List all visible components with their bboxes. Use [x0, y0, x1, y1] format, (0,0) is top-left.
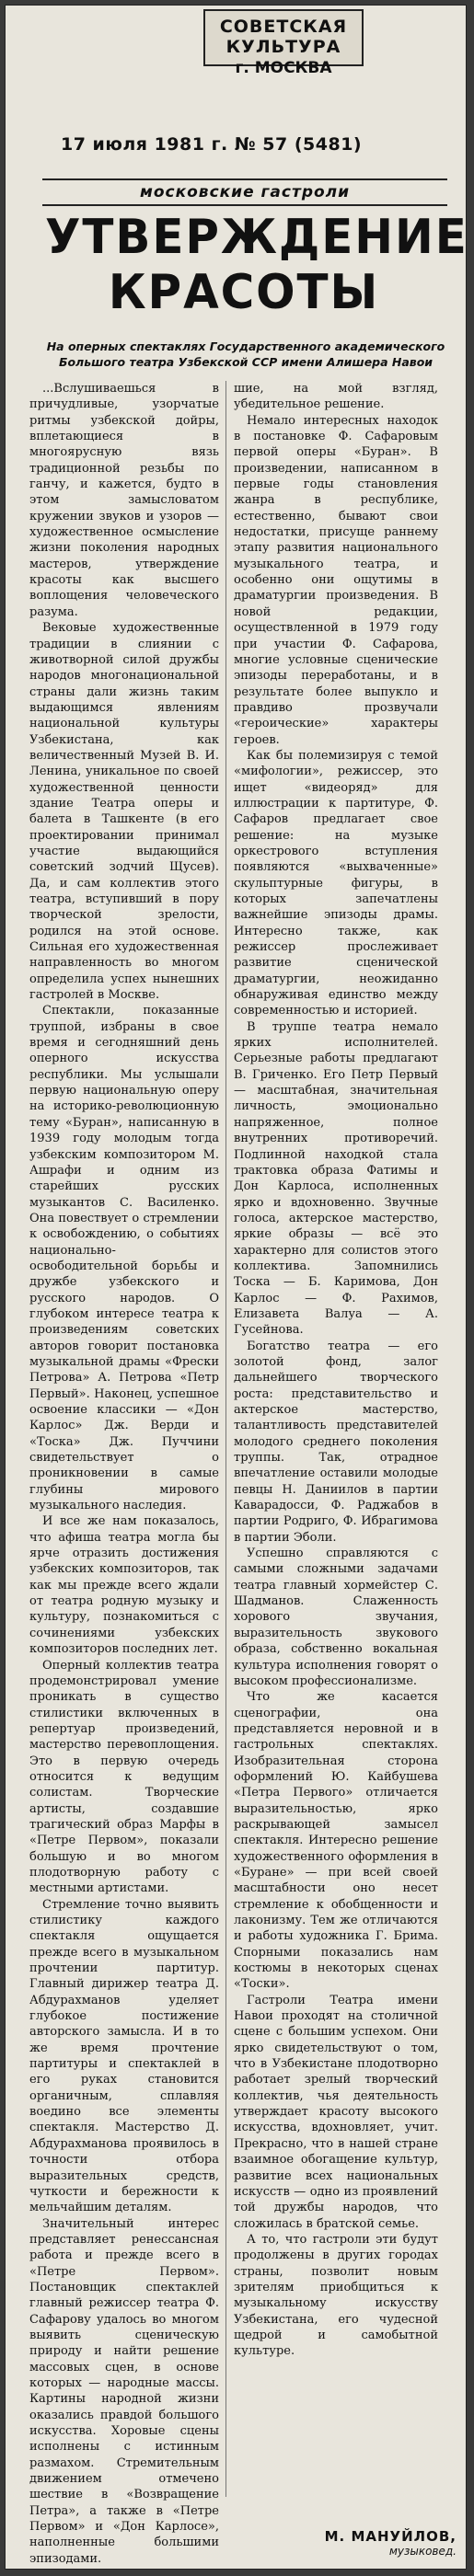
- right-text-column: [234, 381, 438, 2360]
- section-rubric: московские гастроли: [139, 183, 351, 201]
- article-subheadline: На оперных спектаклях Государственного академического Большого театра Узбекской ССР имени Алишера Навои: [46, 339, 445, 369]
- newspaper-clipping: [6, 6, 466, 2569]
- headline-line-2: КРАСОТЫ: [108, 265, 380, 320]
- right-paragraph: В труппе театра немало ярких исполнителей. Серьезные работы предлагают В. Гриченко. Его Петр Первый — масштабная, значительная личность, эмоционально напряженное, полное внутренних противоречий. Подлинной находкой стала трактовка образа Фатимы и Дон Карлоса, исполненных ярко и вдохновенно. Звучные голоса, актерское мастерство, яркие образы — всё это характерно для солистов этого коллектива. Запомнились Тоска — Б. Каримова, Дон Карлос — Ф. Рахимов, Елизавета Валуа — А. Гусейнова.: [234, 1019, 438, 1338]
- right-paragraph: Гастроли Театра имени Навои проходят на столичной сцене с большим успехом. Они ярко свидетельствуют о том, что в Узбекистане плодотворно работает зрелый творческий коллектив, чья деятельность утверждает красоту высокого искусства, вдохновляет, учит. Прекрасно, что в нашей стране взаимное обогащение культур, развитие всех национальных искусств — одно из проявлений той дружбы народов, что сложилась в братской семье.: [234, 1993, 438, 2231]
- stamp-publication-name: СОВЕТСКАЯ КУЛЬТУРА: [219, 17, 348, 57]
- article-headline: [45, 210, 468, 320]
- author-signature: [318, 2528, 457, 2558]
- left-paragraph: Вековые художественные традиции в слиянии с животворной силой дружбы народов многонациональной страны дали жизнь таким выдающимся явлениям национальной культуры Узбекистана, как величественный Музей В. И. Ленина, уникальное по своей художественной ценности здание Театра оперы и балета в Ташкенте (в его проектировании принимал участие выдающийся советский зодчий Щусев). Да, и сам коллектив этого театра, вступивший в пору творческой зрелости, родился на этой основе. Сильная его художественная направленность во многом определила успех нынешних гастролей в Москве.: [29, 621, 219, 1003]
- right-paragraph: А то, что гастроли эти будут продолжены в других городах страны, позволит новым зрителям приобщиться к музыкальному искусству Узбекистана, его чудесной щедрой и самобытной культуре.: [234, 2232, 438, 2359]
- stamp-city: г. МОСКВА: [235, 59, 332, 77]
- left-paragraph: ...Вслушиваешься в причудливые, узорчатые ритмы узбекской дойры, вплетающиеся в многоярусную вязь традиционной резьбы по ганчу, и кажется, будто в этом замысловатом кружении звуков и узоров — художественное осмысление жизни поколения народных мастеров, утверждение красоты как высшего воплощения человеческого разума.: [29, 382, 219, 619]
- left-paragraph: Спектакли, показанные труппой, избраны в свое время и сегодняшний день оперного искусства республики. Мы услышали первую национальную оперу на историко-революционную тему «Буран», написанную в 1939 году молодым тогда узбекским композитором М. Ашрафи и одним из старейших русских музыкантов С. Василенко. Она повествует о стремлении к освобождению, о событиях национально-освободительной борьбы и дружбе узбекского и русского народов. О глубоком интересе театра к произведениям советских авторов говорит постановка музыкальной драмы «Фрески Петрова» А. Петрова «Петр Первый». Наконец, успешное освоение классики — «Дон Карлос» Дж. Верди и «Тоска» Дж. Пуччини свидетельствует о проникновении в самые глубины мирового музыкального наследия.: [29, 1004, 219, 1513]
- author-name: М. МАНУЙЛОВ,: [324, 2528, 457, 2545]
- right-paragraph: Немало интересных находок в постановке Ф. Сафаровым первой оперы «Буран». В произведении, написанном в первые годы становления жанра в республике, естественно, бывают свои недостатки, присуще раннему этапу развития национального музыкального театра, и особенно они ощутимы в драматургии произведения. В новой редакции, осуществленной в 1979 году при участии Ф. Сафарова, многие условные сценические эпизоды переработаны, и в результате более выпукло и правдиво прозвучали «героические» характеры героев.: [234, 413, 438, 747]
- headline-line-1: УТВЕРЖДЕНИЕ: [45, 210, 468, 265]
- column-divider: [225, 381, 226, 2497]
- right-paragraph: шие, на мой взгляд, убедительное решение.: [234, 382, 438, 412]
- right-paragraph: Что же касается сценографии, она представляется неровной и в гастрольных спектаклях. Изобразительная сторона оформлений Ю. Кайбушева «Петра Первого» отличается выразительностью, ярко раскрывающей замысел спектакля. Интересно решение художественного оформления в «Буране» — при всей своей масштабности оно несет стремление к обобщенности и лаконизму. Тем же отличаются и работы художника Г. Брима. Спорными показались нам костюмы в некоторых сценах «Тоски».: [234, 1690, 438, 1992]
- publication-stamp: [203, 9, 364, 77]
- left-text-column: [29, 381, 219, 2567]
- top-rule: [42, 178, 447, 180]
- issue-dateline: 17 июля 1981 г. № 57 (5481): [61, 134, 363, 155]
- right-paragraph: Как бы полемизируя с темой «мифологии», режиссер, это ищет «видеоряд» для иллюстрации к партитуре, Ф. Сафаров предлагает свое решение: на музыке оркестрового вступления появляются «выхваченные» скульптурные фигуры, в которых запечатлены важнейшие эпизоды драмы. Интересно также, как режиссер прослеживает развитие сценической драматургии, неожиданно обнаруживая единство между современностью и историей.: [234, 748, 438, 1018]
- left-paragraph: Значительный интерес представляет ренессансная работа и прежде всего в «Петре Первом». Постановщик спектаклей главный режиссер театра Ф. Сафарову удалось во многом выявить сценическую природу и найти решение массовых сцен, в основе которых — народные массы. Картины народной жизни оказались правдой большого искусства. Хоровые сцены исполнены с истинным размахом. Стремительным движением отмечено шествие в «Возвращение Петра», а также в «Петре Первом» и «Дон Карлосе», наполненные большими эпизодами.: [29, 2216, 219, 2566]
- right-paragraph: Успешно справляются с самыми сложными задачами театра главный хормейстер С. Шадманов. Слаженность хорового звучания, выразительность звукового образа, собственно вокальная культура исполнения говорят о высоком профессионализме.: [234, 1547, 438, 1688]
- rubric-rule: [42, 204, 447, 206]
- left-paragraph: Стремление точно выявить стилистику каждого спектакля ощущается прежде всего в музыкальном прочтении партитур. Главный дирижер театра Д. Абдурахманов уделяет глубокое постижение авторского замысла. И в то же время прочтение партитуры и спектаклей в его руках становится органичным, сплавляя воедино все элементы спектакля. Мастерство Д. Абдурахманова проявилось в точности отбора выразительных средств, чуткости и бережности к мельчайшим деталям.: [29, 1897, 219, 2215]
- left-paragraph: И все же нам показалось, что афиша театра могла бы ярче отразить достижения узбекских композиторов, так как мы прежде всего ждали от театра родную музыку и культуру, познакомиться с сочинениями узбекских композиторов последних лет.: [29, 1514, 219, 1657]
- right-paragraph: Богатство театра — его золотой фонд, залог дальнейшего творческого роста: представительство и актерское мастерство, талантливость представителей молодого среднего поколения труппы. Так, отрадное впечатление оставили молодые певцы Н. Даниилов в партии Каварадосси, Ф. Раджабов в партии Родриго, Ф. Ибрагимова в партии Эболи.: [234, 1339, 438, 1545]
- left-paragraph: Оперный коллектив театра продемонстрировал умение проникать в существо стилистики включенных в репертуар произведений, мастерство перевоплощения. Это в первую очередь относится к ведущим солистам. Творческие артисты, создавшие трагический образ Марфы в «Петре Первом», показали большую и во многом плодотворную работу с местными артистами.: [29, 1658, 219, 1896]
- author-role: музыковед.: [388, 2545, 457, 2558]
